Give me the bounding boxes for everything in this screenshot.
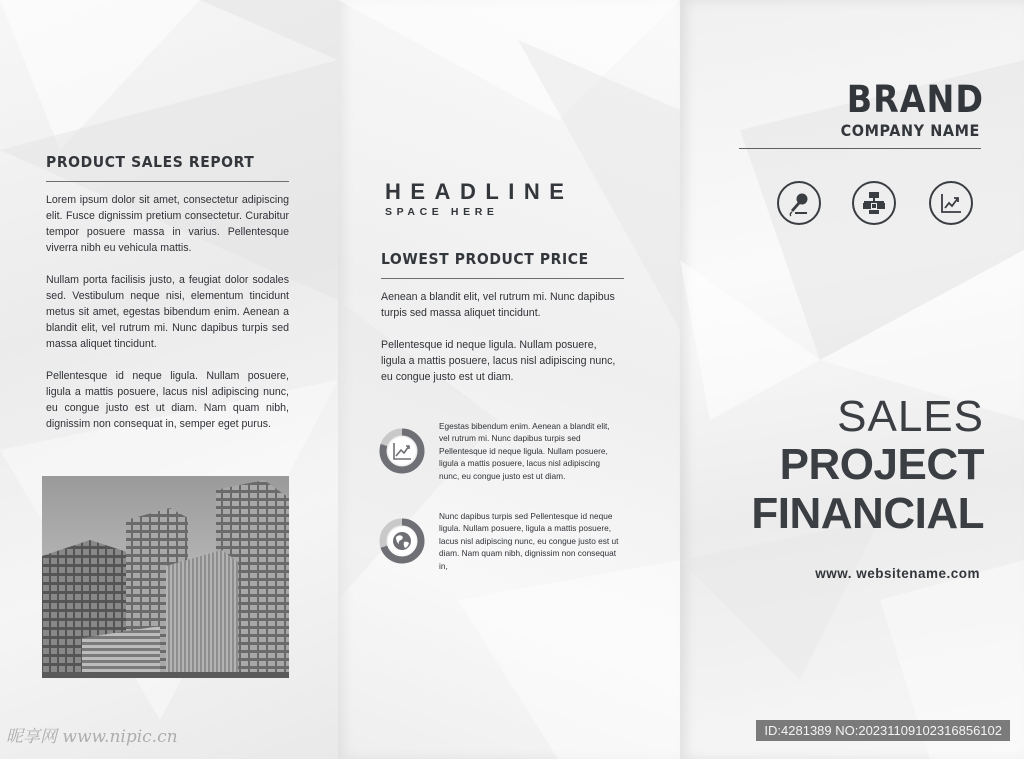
- paragraph: Lorem ipsum dolor sit amet, consectetur adipiscing elit. Fusce dignissim pretium consectetur. Curabitur tempor posuere massa in varius. Pellentesque viverra nibh eu vehicula mattis.: [46, 194, 289, 254]
- feature-text: Egestas bibendum enim. Aenean a blandit elit, vel rutrum mi. Nunc dapibus turpis sed Pellentesque id neque ligula. Nullam posuere, ligula a mattis posuere, lacus nisl adipiscing nunc, eu congue justo est ut diam.: [439, 421, 610, 481]
- subheadline: SPACE HERE: [385, 206, 499, 218]
- title-divider: [46, 181, 289, 182]
- paragraph: Pellentesque id neque ligula. Nullam posuere, ligula a mattis posuere, lacus nisl adipiscing nunc, eu congue justo est ut diam.: [381, 339, 616, 383]
- title-line-project: PROJECT: [779, 440, 984, 489]
- title-line-sales: SALES: [837, 392, 984, 441]
- text-column: [381, 289, 624, 401]
- headline: HEADLINE: [385, 179, 574, 204]
- watermark-id: ID:4281389 NO:20231109102316856102: [756, 720, 1010, 741]
- section-title: LOWEST PRODUCT PRICE: [381, 250, 589, 268]
- microphone-icon: [777, 181, 821, 225]
- paragraph: Aenean a blandit elit, vel rutrum mi. Nunc dapibus turpis sed massa aliquet tincidunt.: [381, 291, 615, 319]
- paragraph: Nullam porta facilisis justo, a feugiat dolor sodales sed. Vestibulum neque nisi, elementum tincidunt metus sit amet, egestas bibendum enim. Aenean a blandit elit, vel rutrum mi. Nunc dapibus turpis sed massa aliquet tincidunt.: [46, 274, 289, 350]
- feature-text: Nunc dapibus turpis sed Pellentesque id neque ligula. Nullam posuere, ligula a mattis posuere, lacus nisl adipiscing nunc, eu congue justo est ut diam. Nam quam nibh, dignissim non consequat in,: [439, 511, 619, 571]
- title-divider: [381, 278, 624, 279]
- progress-donut: [379, 518, 425, 564]
- text-column: [46, 192, 289, 448]
- city-buildings-icon: [42, 476, 289, 678]
- middle-panel: [338, 0, 680, 759]
- flowchart-icon: [852, 181, 896, 225]
- watermark-text: 昵享网 www.nipic.cn: [6, 727, 178, 747]
- growth-chart-icon: [929, 181, 973, 225]
- company-name: COMPANY NAME: [840, 121, 980, 140]
- paragraph: Pellentesque id neque ligula. Nullam posuere, ligula a mattis posuere, lacus nisl adipiscing nunc, eu congue justo est ut diam. Nam quam nibh, dignissim non consequat in, semper eget purus.: [46, 370, 289, 430]
- right-panel: [680, 0, 1024, 759]
- left-panel: [0, 0, 338, 759]
- website-url: www. websitename.com: [815, 566, 980, 581]
- title-line-financial: FINANCIAL: [751, 489, 984, 538]
- brand-divider: [739, 148, 981, 149]
- section-title: PRODUCT SALES REPORT: [46, 153, 255, 171]
- globe-icon: [393, 532, 411, 550]
- progress-donut: [379, 428, 425, 474]
- brand-name: BRAND: [846, 78, 984, 121]
